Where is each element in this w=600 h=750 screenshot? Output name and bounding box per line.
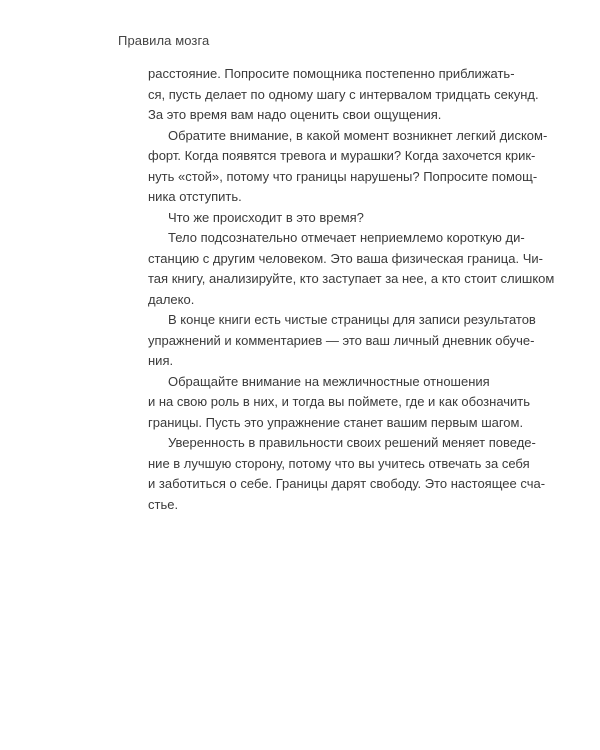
paragraph [148,372,531,434]
text-line: станцию с другим человеком. Это ваша физическая граница. Чи- [148,250,543,266]
text-line: В конце книги есть чистые страницы для записи результатов [168,312,536,327]
text-line: упражнений и комментариев — это ваш личный дневник обуче- [148,332,535,348]
paragraph [148,228,555,310]
text-line: границы. Пусть это упражнение станет вашим первым шагом. [148,414,524,430]
paragraph [148,310,536,372]
text-line: стье. [148,496,179,512]
text-line: ся, пусть делает по одному шагу с интервалом тридцать секунд. [148,86,539,102]
text-line: нуть «стой», потому что границы нарушены? Попросите помощ- [148,168,538,184]
paragraph [148,208,480,229]
text-line: За это время вам надо оценить свои ощущения. [148,107,442,122]
text-line: Обращайте внимание на межличностные отношения [168,373,490,389]
text-line: форт. Когда появятся тревога и мурашки? Когда захочется крик- [148,148,536,163]
text-line: ника отступить. [148,189,242,204]
text-line: и заботиться о себе. Границы дарят свободу. Это настоящее сча- [148,476,546,491]
text-line: Уверенность в правильности своих решений меняет поведе- [168,435,536,450]
text-line: Что же происходит в это время? [168,209,364,225]
paragraph [148,433,546,515]
paragraph [148,64,539,126]
text-line: и на свою роль в них, и тогда вы поймете, где и как обозначить [148,394,531,409]
text-line: далеко. [148,291,195,307]
text-line: Обратите внимание, в какой момент возникнет легкий диском- [168,127,548,143]
text-line: ния. [148,353,174,368]
running-header: Правила мозга [118,33,210,48]
text-line: Тело подсознательно отмечает неприемлемо короткую ди- [168,230,525,245]
text-line: ние в лучшую сторону, потому что вы учитесь отвечать за себя [148,455,530,471]
body-text [148,64,555,515]
text-line: тая книгу, анализируйте, кто заступает за нее, а кто стоит слишком [148,271,555,286]
text-line: расстояние. Попросите помощника постепенно приближать- [148,66,515,81]
paragraph [148,126,548,208]
